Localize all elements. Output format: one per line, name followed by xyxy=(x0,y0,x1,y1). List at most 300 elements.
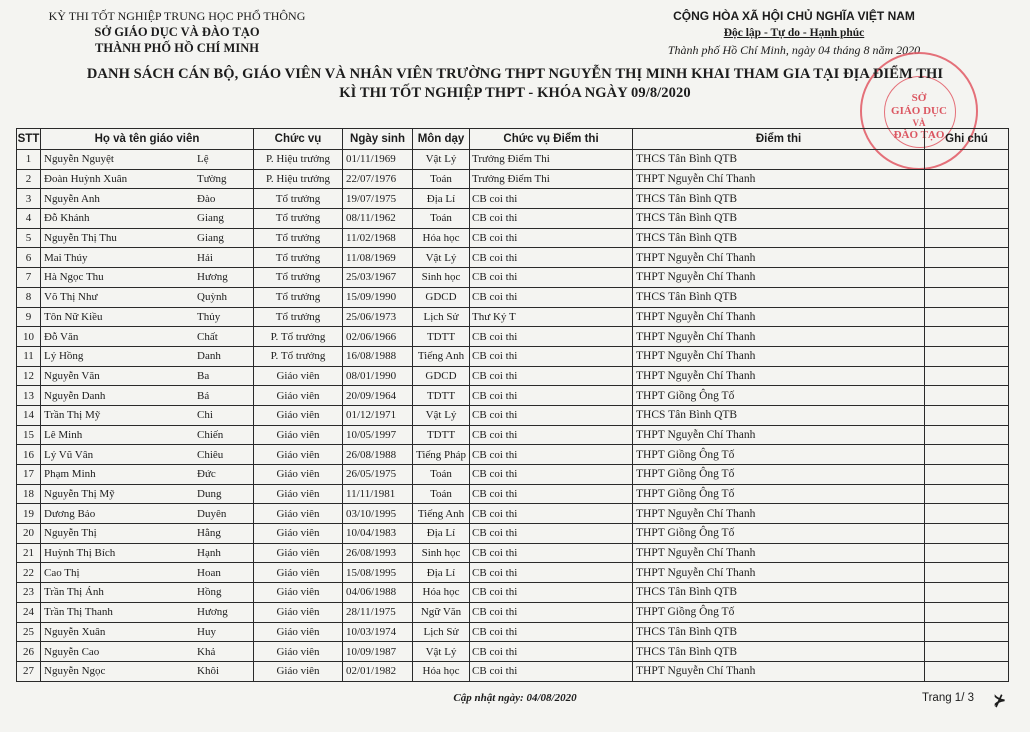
family-name: Hà Ngọc Thu xyxy=(44,271,104,284)
cell-exam-role: CB coi thi xyxy=(470,661,633,681)
cell-exam-role: CB coi thi xyxy=(470,445,633,465)
cell-position: Giáo viên xyxy=(254,543,343,563)
given-name: Tường xyxy=(197,173,227,186)
given-name: Khả xyxy=(197,645,216,658)
family-name: Tôn Nữ Kiều xyxy=(44,310,103,323)
table-row xyxy=(17,543,1009,563)
cell-dob: 11/08/1969 xyxy=(343,248,413,268)
cell-subject: Hóa học xyxy=(413,228,470,248)
table-header-row xyxy=(17,129,1009,150)
cell-exam-role: CB coi thi xyxy=(470,465,633,485)
cell-dob: 25/03/1967 xyxy=(343,268,413,288)
cell-stt: 13 xyxy=(17,386,41,406)
cell-position: Tổ trưởng xyxy=(254,268,343,288)
cell-dob: 16/08/1988 xyxy=(343,346,413,366)
cell-subject: Tiếng Anh xyxy=(413,346,470,366)
cell-name xyxy=(41,484,254,504)
cell-exam-role: CB coi thi xyxy=(470,248,633,268)
cell-position: Tổ trưởng xyxy=(254,307,343,327)
cell-exam-role: CB coi thi xyxy=(470,189,633,209)
cell-subject: Địa Lí xyxy=(413,524,470,544)
cell-stt: 24 xyxy=(17,602,41,622)
given-name: Ba xyxy=(197,369,210,382)
cell-site: THPT Nguyễn Chí Thanh xyxy=(633,504,925,524)
family-name: Nguyễn Thị xyxy=(44,527,97,540)
cell-subject: Toán xyxy=(413,465,470,485)
cell-stt: 22 xyxy=(17,563,41,583)
cell-position: Giáo viên xyxy=(254,465,343,485)
table-row xyxy=(17,563,1009,583)
family-name: Lê Minh xyxy=(44,428,83,441)
cell-stt: 4 xyxy=(17,209,41,229)
motto: Độc lập - Tự do - Hạnh phúc xyxy=(723,27,865,39)
col-header-stt: STT xyxy=(17,129,41,150)
given-name: Hương xyxy=(197,271,228,284)
cell-position: Tổ trưởng xyxy=(254,248,343,268)
city-name: THÀNH PHỐ HỒ CHÍ MINH xyxy=(95,41,259,55)
cell-stt: 9 xyxy=(17,307,41,327)
family-name: Nguyễn Nguyệt xyxy=(44,153,114,166)
cell-position: P. Hiệu trưởng xyxy=(254,169,343,189)
family-name: Nguyễn Văn xyxy=(44,369,100,382)
cell-exam-role: CB coi thi xyxy=(470,346,633,366)
family-name: Cao Thị xyxy=(44,566,80,579)
cell-exam-role: CB coi thi xyxy=(470,543,633,563)
cell-subject: Vật Lý xyxy=(413,642,470,662)
update-date: Cập nhật ngày: 04/08/2020 xyxy=(453,692,577,704)
cell-position: Giáo viên xyxy=(254,602,343,622)
family-name: Nguyễn Thị Thu xyxy=(44,232,117,245)
cell-name xyxy=(41,405,254,425)
given-name: Chi xyxy=(197,409,213,422)
cell-exam-role: CB coi thi xyxy=(470,386,633,406)
cell-site: THCS Tân Bình QTB xyxy=(633,405,925,425)
cell-name xyxy=(41,307,254,327)
family-name: Nguyễn Thị Mỹ xyxy=(44,488,115,501)
given-name: Chiến xyxy=(197,428,224,441)
cell-position: Tổ trưởng xyxy=(254,189,343,209)
cell-exam-role: CB coi thi xyxy=(470,228,633,248)
table-row xyxy=(17,189,1009,209)
seal-text-mid: GIÁO DỤC xyxy=(891,105,947,117)
cell-subject: Ngữ Văn xyxy=(413,602,470,622)
cell-name xyxy=(41,425,254,445)
cell-position: P. Tổ trưởng xyxy=(254,327,343,347)
cell-subject: Vật Lý xyxy=(413,150,470,170)
table-row xyxy=(17,366,1009,386)
seal-text-and: VÀ xyxy=(912,118,926,128)
cell-note xyxy=(925,543,1009,563)
cell-note xyxy=(925,622,1009,642)
given-name: Đào xyxy=(197,192,216,205)
cell-exam-role: CB coi thi xyxy=(470,642,633,662)
cell-site: THCS Tân Bình QTB xyxy=(633,150,925,170)
cell-subject: GDCD xyxy=(413,287,470,307)
initials-mark: ⊁ xyxy=(993,693,1006,709)
cell-note xyxy=(925,189,1009,209)
cell-name xyxy=(41,209,254,229)
cell-site: THPT Nguyễn Chí Thanh xyxy=(633,248,925,268)
cell-note xyxy=(925,169,1009,189)
cell-dob: 03/10/1995 xyxy=(343,504,413,524)
cell-dob: 10/03/1974 xyxy=(343,622,413,642)
table-row xyxy=(17,583,1009,603)
cell-name xyxy=(41,583,254,603)
cell-name xyxy=(41,366,254,386)
cell-name xyxy=(41,346,254,366)
cell-exam-role: CB coi thi xyxy=(470,583,633,603)
cell-note xyxy=(925,150,1009,170)
given-name: Hồng xyxy=(197,586,222,599)
table-row xyxy=(17,287,1009,307)
given-name: Bá xyxy=(197,389,210,402)
cell-position: Giáo viên xyxy=(254,563,343,583)
cell-dob: 19/07/1975 xyxy=(343,189,413,209)
given-name: Hoan xyxy=(197,566,221,579)
cell-exam-role: CB coi thi xyxy=(470,622,633,642)
cell-stt: 15 xyxy=(17,425,41,445)
cell-note xyxy=(925,602,1009,622)
place-date: Thành phố Hồ Chí Minh, ngày 04 tháng 8 năm 2020 xyxy=(667,43,921,57)
department-name: SỞ GIÁO DỤC VÀ ĐÀO TẠO xyxy=(94,25,260,39)
cell-dob: 15/08/1995 xyxy=(343,563,413,583)
col-header-exam-role: Chức vụ Điểm thi xyxy=(470,129,633,150)
cell-subject: TDTT xyxy=(413,386,470,406)
given-name: Hằng xyxy=(197,527,221,540)
cell-name xyxy=(41,189,254,209)
cell-name xyxy=(41,543,254,563)
cell-note xyxy=(925,642,1009,662)
national-header xyxy=(634,8,954,59)
cell-dob: 08/01/1990 xyxy=(343,366,413,386)
cell-note xyxy=(925,386,1009,406)
cell-exam-role: CB coi thi xyxy=(470,405,633,425)
cell-exam-role: CB coi thi xyxy=(470,209,633,229)
cell-site: THCS Tân Bình QTB xyxy=(633,209,925,229)
cell-dob: 02/01/1982 xyxy=(343,661,413,681)
cell-stt: 26 xyxy=(17,642,41,662)
cell-note xyxy=(925,504,1009,524)
given-name: Dung xyxy=(197,488,222,501)
table-row xyxy=(17,642,1009,662)
given-name: Lệ xyxy=(197,153,209,166)
cell-subject: TDTT xyxy=(413,425,470,445)
cell-stt: 1 xyxy=(17,150,41,170)
cell-subject: Hóa học xyxy=(413,661,470,681)
cell-note xyxy=(925,661,1009,681)
cell-note xyxy=(925,307,1009,327)
cell-exam-role: Trưởng Điểm Thi xyxy=(470,150,633,170)
cell-site: THCS Tân Bình QTB xyxy=(633,189,925,209)
cell-name xyxy=(41,228,254,248)
cell-site: THPT Nguyễn Chí Thanh xyxy=(633,425,925,445)
cell-subject: Lịch Sử xyxy=(413,307,470,327)
col-header-note: Ghi chú xyxy=(925,129,1009,150)
cell-subject: Toán xyxy=(413,169,470,189)
country-name: CỘNG HÒA XÃ HỘI CHỦ NGHĨA VIỆT NAM xyxy=(673,9,915,23)
cell-subject: Vật Lý xyxy=(413,248,470,268)
cell-note xyxy=(925,445,1009,465)
table-row xyxy=(17,504,1009,524)
cell-site: THCS Tân Bình QTB xyxy=(633,583,925,603)
cell-stt: 8 xyxy=(17,287,41,307)
cell-position: Giáo viên xyxy=(254,524,343,544)
cell-site: THCS Tân Bình QTB xyxy=(633,642,925,662)
cell-dob: 20/09/1964 xyxy=(343,386,413,406)
document-title xyxy=(0,65,1030,103)
given-name: Quỳnh xyxy=(197,291,227,304)
table-row xyxy=(17,602,1009,622)
cell-name xyxy=(41,445,254,465)
title-line-2: KÌ THI TỐT NGHIỆP THPT - KHÓA NGÀY 09/8/2020 xyxy=(339,85,691,101)
cell-position: P. Tổ trưởng xyxy=(254,346,343,366)
family-name: Nguyễn Ngọc xyxy=(44,665,106,678)
family-name: Nguyễn Xuân xyxy=(44,625,106,638)
cell-subject: GDCD xyxy=(413,366,470,386)
cell-stt: 3 xyxy=(17,189,41,209)
cell-site: THPT Giồng Ông Tố xyxy=(633,465,925,485)
cell-subject: Tiếng Anh xyxy=(413,504,470,524)
cell-stt: 19 xyxy=(17,504,41,524)
cell-stt: 17 xyxy=(17,465,41,485)
col-header-name: Họ và tên giáo viên xyxy=(41,129,254,150)
cell-note xyxy=(925,327,1009,347)
family-name: Lý Hồng xyxy=(44,350,84,363)
cell-name xyxy=(41,287,254,307)
cell-site: THPT Nguyễn Chí Thanh xyxy=(633,169,925,189)
cell-site: THPT Nguyễn Chí Thanh xyxy=(633,268,925,288)
cell-exam-role: CB coi thi xyxy=(470,425,633,445)
family-name: Trần Thị Thanh xyxy=(44,606,113,619)
cell-site: THPT Giồng Ông Tố xyxy=(633,524,925,544)
cell-subject: Vật Lý xyxy=(413,405,470,425)
cell-note xyxy=(925,268,1009,288)
cell-exam-role: CB coi thi xyxy=(470,602,633,622)
table-body xyxy=(17,150,1009,682)
cell-stt: 20 xyxy=(17,524,41,544)
cell-name xyxy=(41,465,254,485)
cell-stt: 10 xyxy=(17,327,41,347)
cell-dob: 10/04/1983 xyxy=(343,524,413,544)
table-row xyxy=(17,405,1009,425)
given-name: Chất xyxy=(197,330,218,343)
cell-name xyxy=(41,504,254,524)
cell-note xyxy=(925,465,1009,485)
family-name: Nguyễn Cao xyxy=(44,645,100,658)
cell-dob: 10/05/1997 xyxy=(343,425,413,445)
cell-note xyxy=(925,248,1009,268)
cell-site: THPT Nguyễn Chí Thanh xyxy=(633,661,925,681)
cell-site: THPT Nguyễn Chí Thanh xyxy=(633,346,925,366)
table-row xyxy=(17,484,1009,504)
cell-note xyxy=(925,209,1009,229)
cell-name xyxy=(41,386,254,406)
exam-name: KỲ THI TỐT NGHIỆP TRUNG HỌC PHỔ THÔNG xyxy=(48,9,306,23)
cell-site: THPT Nguyễn Chí Thanh xyxy=(633,366,925,386)
cell-subject: Địa Lí xyxy=(413,563,470,583)
family-name: Đỗ Khánh xyxy=(44,212,90,225)
cell-stt: 25 xyxy=(17,622,41,642)
table-row xyxy=(17,661,1009,681)
cell-exam-role: CB coi thi xyxy=(470,287,633,307)
table-row xyxy=(17,445,1009,465)
cell-dob: 02/06/1966 xyxy=(343,327,413,347)
table-row xyxy=(17,386,1009,406)
cell-name xyxy=(41,248,254,268)
cell-name xyxy=(41,642,254,662)
cell-name xyxy=(41,563,254,583)
table-row xyxy=(17,268,1009,288)
family-name: Nguyễn Anh xyxy=(44,192,100,205)
col-header-subject: Môn dạy xyxy=(413,129,470,150)
cell-stt: 5 xyxy=(17,228,41,248)
family-name: Dương Bảo xyxy=(44,507,96,520)
cell-exam-role: CB coi thi xyxy=(470,268,633,288)
cell-subject: Địa Lí xyxy=(413,189,470,209)
cell-note xyxy=(925,366,1009,386)
cell-position: Giáo viên xyxy=(254,504,343,524)
cell-site: THPT Giồng Ông Tố xyxy=(633,386,925,406)
given-name: Duyên xyxy=(197,507,227,520)
cell-name xyxy=(41,327,254,347)
cell-position: Giáo viên xyxy=(254,622,343,642)
given-name: Giang xyxy=(197,232,224,245)
table-row xyxy=(17,346,1009,366)
cell-note xyxy=(925,346,1009,366)
cell-site: THPT Giồng Ông Tố xyxy=(633,602,925,622)
table-row xyxy=(17,425,1009,445)
cell-position: Giáo viên xyxy=(254,445,343,465)
cell-position: Tổ trưởng xyxy=(254,209,343,229)
table-row xyxy=(17,150,1009,170)
cell-dob: 01/11/1969 xyxy=(343,150,413,170)
family-name: Lý Vũ Vân xyxy=(44,448,94,461)
cell-name xyxy=(41,150,254,170)
issuer-header xyxy=(22,8,332,56)
table-row xyxy=(17,524,1009,544)
cell-stt: 2 xyxy=(17,169,41,189)
cell-site: THCS Tân Bình QTB xyxy=(633,287,925,307)
table-row xyxy=(17,327,1009,347)
cell-dob: 04/06/1988 xyxy=(343,583,413,603)
cell-exam-role: CB coi thi xyxy=(470,504,633,524)
cell-exam-role: Thư Ký T xyxy=(470,307,633,327)
cell-dob: 15/09/1990 xyxy=(343,287,413,307)
cell-site: THCS Tân Bình QTB xyxy=(633,228,925,248)
cell-position: Giáo viên xyxy=(254,583,343,603)
cell-stt: 6 xyxy=(17,248,41,268)
cell-stt: 12 xyxy=(17,366,41,386)
cell-stt: 11 xyxy=(17,346,41,366)
cell-note xyxy=(925,524,1009,544)
col-header-site: Điểm thi xyxy=(633,129,925,150)
cell-position: Giáo viên xyxy=(254,642,343,662)
cell-dob: 25/06/1973 xyxy=(343,307,413,327)
cell-note xyxy=(925,563,1009,583)
cell-site: THPT Giồng Ông Tố xyxy=(633,484,925,504)
cell-dob: 22/07/1976 xyxy=(343,169,413,189)
cell-name xyxy=(41,622,254,642)
cell-name xyxy=(41,602,254,622)
cell-dob: 11/11/1981 xyxy=(343,484,413,504)
given-name: Chiêu xyxy=(197,448,224,461)
cell-dob: 26/05/1975 xyxy=(343,465,413,485)
cell-exam-role: CB coi thi xyxy=(470,366,633,386)
cell-exam-role: CB coi thi xyxy=(470,563,633,583)
cell-position: P. Hiệu trưởng xyxy=(254,150,343,170)
cell-position: Giáo viên xyxy=(254,661,343,681)
col-header-position: Chức vụ xyxy=(254,129,343,150)
cell-position: Giáo viên xyxy=(254,366,343,386)
cell-note xyxy=(925,484,1009,504)
cell-name xyxy=(41,524,254,544)
cell-position: Giáo viên xyxy=(254,425,343,445)
family-name: Trần Thị Ánh xyxy=(44,586,104,599)
cell-note xyxy=(925,228,1009,248)
family-name: Trần Thị Mỹ xyxy=(44,409,101,422)
cell-subject: Tiếng Pháp xyxy=(413,445,470,465)
cell-stt: 27 xyxy=(17,661,41,681)
cell-note xyxy=(925,405,1009,425)
cell-name xyxy=(41,169,254,189)
staff-table xyxy=(16,128,1009,682)
cell-subject: Hóa học xyxy=(413,583,470,603)
given-name: Danh xyxy=(197,350,221,363)
cell-stt: 14 xyxy=(17,405,41,425)
cell-name xyxy=(41,268,254,288)
cell-dob: 11/02/1968 xyxy=(343,228,413,248)
cell-dob: 26/08/1988 xyxy=(343,445,413,465)
cell-exam-role: Trưởng Điểm Thi xyxy=(470,169,633,189)
table-row xyxy=(17,209,1009,229)
cell-stt: 7 xyxy=(17,268,41,288)
cell-dob: 01/12/1971 xyxy=(343,405,413,425)
seal-text-top: SỞ xyxy=(911,92,927,104)
given-name: Hải xyxy=(197,251,213,264)
cell-exam-role: CB coi thi xyxy=(470,327,633,347)
given-name: Khôi xyxy=(197,665,219,678)
family-name: Võ Thị Như xyxy=(44,291,98,304)
cell-subject: Toán xyxy=(413,209,470,229)
cell-subject: TDTT xyxy=(413,327,470,347)
family-name: Đỗ Văn xyxy=(44,330,79,343)
given-name: Hương xyxy=(197,606,228,619)
table-row xyxy=(17,228,1009,248)
table-row xyxy=(17,307,1009,327)
cell-subject: Toán xyxy=(413,484,470,504)
cell-site: THPT Nguyễn Chí Thanh xyxy=(633,543,925,563)
given-name: Đức xyxy=(197,468,216,481)
cell-dob: 26/08/1993 xyxy=(343,543,413,563)
cell-subject: Lịch Sử xyxy=(413,622,470,642)
cell-site: THPT Nguyễn Chí Thanh xyxy=(633,327,925,347)
table-row xyxy=(17,248,1009,268)
cell-position: Giáo viên xyxy=(254,484,343,504)
table-row xyxy=(17,465,1009,485)
cell-dob: 08/11/1962 xyxy=(343,209,413,229)
cell-subject: Sinh học xyxy=(413,543,470,563)
table-row xyxy=(17,622,1009,642)
cell-stt: 18 xyxy=(17,484,41,504)
given-name: Hạnh xyxy=(197,547,221,560)
cell-position: Tổ trưởng xyxy=(254,287,343,307)
col-header-dob: Ngày sinh xyxy=(343,129,413,150)
given-name: Huy xyxy=(197,625,216,638)
cell-site: THPT Giồng Ông Tố xyxy=(633,445,925,465)
family-name: Huỳnh Thị Bích xyxy=(44,547,116,560)
cell-note xyxy=(925,425,1009,445)
cell-position: Giáo viên xyxy=(254,405,343,425)
